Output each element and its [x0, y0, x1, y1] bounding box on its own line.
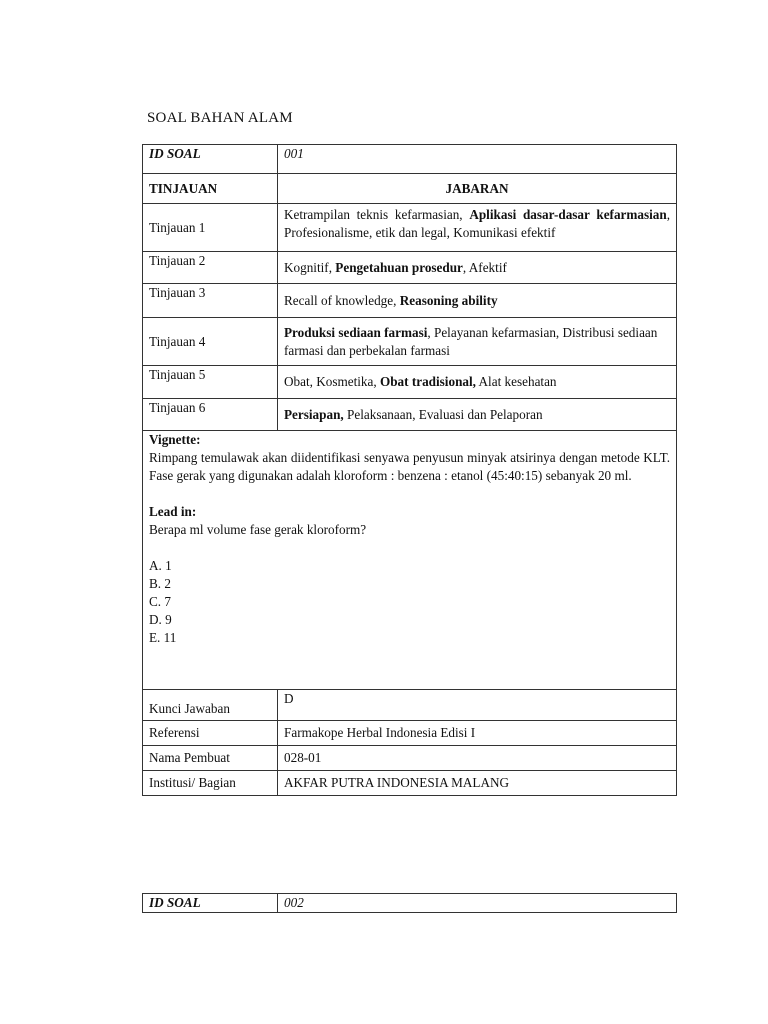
- lead-in-label: Lead in:: [149, 504, 197, 519]
- option-e: E. 11: [149, 630, 177, 645]
- referensi-value: Farmakope Herbal Indonesia Edisi I: [278, 721, 677, 746]
- option-b: B. 2: [149, 576, 171, 591]
- vignette-label: Vignette:: [149, 432, 201, 447]
- soal-table-002: [142, 893, 677, 913]
- tinjauan-6-label: Tinjauan 6: [143, 399, 278, 431]
- tinjauan-2-jabaran: Kognitif, Pengetahuan prosedur, Afektif: [278, 252, 677, 284]
- tinjauan-1-jabaran: Ketrampilan teknis kefarmasian, Aplikasi dasar-dasar kefarmasian, Profesionalisme, etik dan legal, Komunikasi efektif: [278, 204, 677, 252]
- soal-table-001: [142, 144, 677, 796]
- option-c: C. 7: [149, 594, 171, 609]
- referensi-label: Referensi: [143, 721, 278, 746]
- kunci-jawaban-label: Kunci Jawaban: [143, 690, 278, 721]
- tinjauan-5-jabaran: Obat, Kosmetika, Obat tradisional, Alat kesehatan: [278, 366, 677, 399]
- option-d: D. 9: [149, 612, 172, 627]
- tinjauan-5-label: Tinjauan 5: [143, 366, 278, 399]
- nama-pembuat-value: 028-01: [278, 746, 677, 771]
- tinjauan-1-label: Tinjauan 1: [143, 204, 278, 252]
- tinjauan-4-jabaran: Produksi sediaan farmasi, Pelayanan kefarmasian, Distribusi sediaan farmasi dan perbekalan farmasi: [278, 318, 677, 366]
- institusi-value: AKFAR PUTRA INDONESIA MALANG: [278, 771, 677, 796]
- tinjauan-header: TINJAUAN: [143, 174, 278, 204]
- lead-in-text: Berapa ml volume fase gerak kloroform?: [149, 522, 367, 537]
- tinjauan-3-jabaran: Recall of knowledge, Reasoning ability: [278, 284, 677, 318]
- institusi-label: Institusi/ Bagian: [143, 771, 278, 796]
- vignette-text: Rimpang temulawak akan diidentifikasi senyawa penyusun minyak atsirinya dengan metode KLT. Fase gerak yang digunakan adalah kloroform : benzena : etanol (45:40:15) sebanyak 20 ml.: [149, 450, 670, 483]
- tinjauan-2-label: Tinjauan 2: [143, 252, 278, 284]
- page-title: SOAL BAHAN ALAM: [147, 110, 293, 126]
- id-soal-label-2: ID SOAL: [143, 894, 278, 913]
- jabaran-header: JABARAN: [278, 174, 677, 204]
- answer-options: [149, 557, 670, 647]
- vignette-cell: [143, 431, 677, 690]
- nama-pembuat-label: Nama Pembuat: [143, 746, 278, 771]
- tinjauan-3-label: Tinjauan 3: [143, 284, 278, 318]
- id-soal-label: ID SOAL: [143, 145, 278, 174]
- tinjauan-6-jabaran: Persiapan, Pelaksanaan, Evaluasi dan Pelaporan: [278, 399, 677, 431]
- id-soal-value: 001: [278, 145, 677, 174]
- option-a: A. 1: [149, 558, 172, 573]
- kunci-jawaban-value: D: [278, 690, 677, 721]
- id-soal-value-2: 002: [278, 894, 677, 913]
- tinjauan-4-label: Tinjauan 4: [143, 318, 278, 366]
